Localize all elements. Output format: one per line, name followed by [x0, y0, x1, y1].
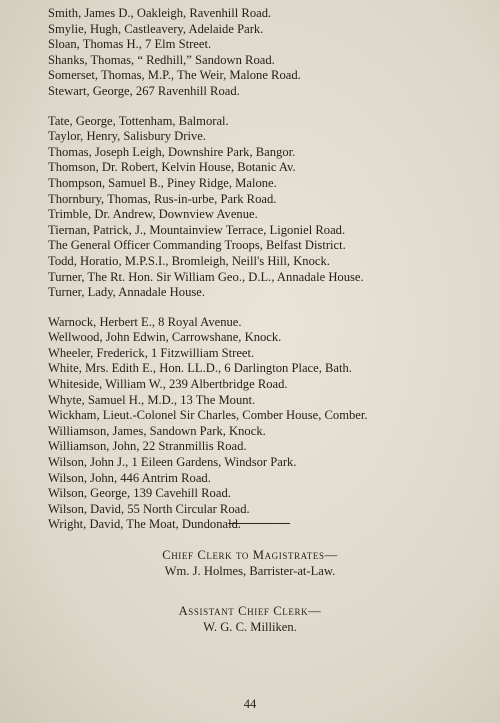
list-item: Sloan, Thomas H., 7 Elm Street.	[48, 37, 212, 52]
list-item: Tate, George, Tottenham, Balmoral.	[48, 113, 229, 128]
list-item: Wellwood, John Edwin, Carrowshane, Knock.	[48, 330, 282, 345]
list-item: Thomas, Joseph Leigh, Downshire Park, Bangor.	[48, 144, 296, 159]
chief-clerk-name: Wm. J. Holmes, Barrister-at-Law.	[164, 563, 336, 578]
list-item: Thomson, Dr. Robert, Kelvin House, Botanic Av.	[48, 160, 296, 175]
chief-clerk-block	[0, 548, 500, 579]
list-item: The General Officer Commanding Troops, Belfast District.	[48, 238, 346, 253]
list-item: Shanks, Thomas, “ Redhill,” Sandown Road.	[48, 52, 275, 67]
list-item: Tiernan, Patrick, J., Mountainview Terrace, Ligoniel Road.	[48, 222, 346, 237]
list-item: White, Mrs. Edith E., Hon. LL.D., 6 Darlington Place, Bath.	[48, 361, 352, 376]
chief-clerk-heading: Chief Clerk to Magistrates—	[162, 548, 338, 562]
list-item: Wilson, John, 446 Antrim Road.	[48, 470, 211, 485]
assistant-clerk-heading: Assistant Chief Clerk—	[178, 604, 322, 618]
list-item: Wright, David, The Moat, Dundonald.	[48, 517, 242, 532]
list-item: Trimble, Dr. Andrew, Downview Avenue.	[48, 207, 258, 222]
list-item: Wilson, David, 55 North Circular Road.	[48, 501, 250, 516]
list-item: Todd, Horatio, M.P.S.I., Bromleigh, Neill's Hill, Knock.	[48, 253, 330, 268]
list-item: Whiteside, William W., 239 Albertbridge Road.	[48, 377, 288, 392]
list-item: Somerset, Thomas, M.P., The Weir, Malone Road.	[48, 68, 301, 83]
list-item: Smylie, Hugh, Castleavery, Adelaide Park.	[48, 21, 264, 36]
list-item: Thompson, Samuel B., Piney Ridge, Malone.	[48, 175, 277, 190]
assistant-clerk-name: W. G. C. Milliken.	[203, 619, 297, 634]
list-item: Warnock, Herbert E., 8 Royal Avenue.	[48, 314, 242, 329]
assistant-clerk-block	[0, 604, 500, 635]
list-item: Thornbury, Thomas, Rus-in-urbe, Park Road.	[48, 191, 277, 206]
directory-list	[48, 6, 368, 533]
list-item: Smith, James D., Oakleigh, Ravenhill Road.	[48, 6, 272, 20]
list-item: Taylor, Henry, Salisbury Drive.	[48, 129, 206, 144]
group-spacer	[48, 301, 368, 315]
list-item: Wilson, George, 139 Cavehill Road.	[48, 486, 231, 501]
section-divider	[228, 523, 290, 524]
list-item: Wickham, Lieut.-Colonel Sir Charles, Comber House, Comber.	[48, 408, 368, 423]
list-item: Turner, Lady, Annadale House.	[48, 285, 206, 300]
list-item: Williamson, James, Sandown Park, Knock.	[48, 423, 266, 438]
group-spacer	[48, 100, 368, 114]
list-item: Stewart, George, 267 Ravenhill Road.	[48, 83, 240, 98]
list-item: Wilson, John J., 1 Eileen Gardens, Windsor Park.	[48, 455, 297, 470]
list-item: Wheeler, Frederick, 1 Fitzwilliam Street.	[48, 345, 255, 360]
list-item: Williamson, John, 22 Stranmillis Road.	[48, 439, 247, 454]
list-item: Turner, The Rt. Hon. Sir William Geo., D.L., Annadale House.	[48, 269, 364, 284]
page-number: 44	[243, 697, 257, 711]
list-item: Whyte, Samuel H., M.D., 13 The Mount.	[48, 392, 256, 407]
